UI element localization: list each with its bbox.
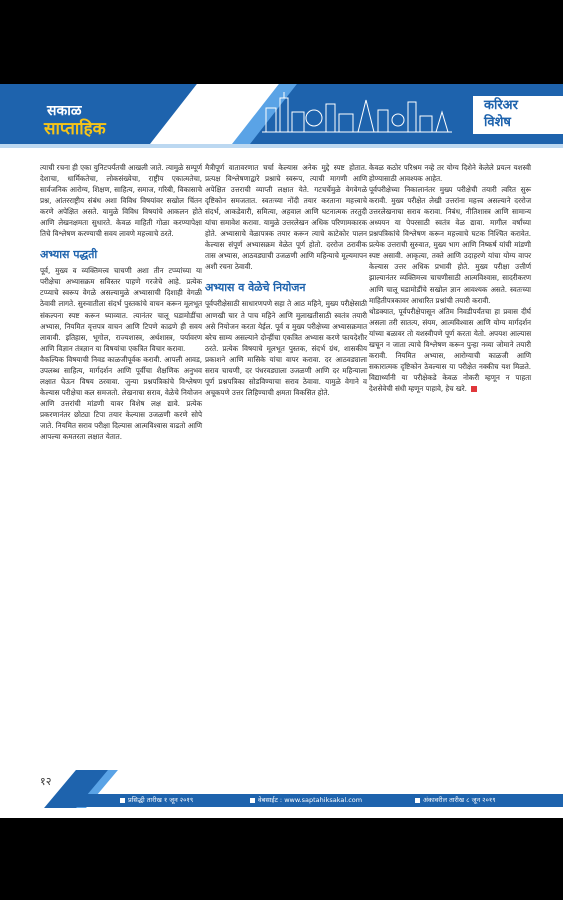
brand-name-top: सकाळ [47, 103, 82, 119]
footer-website-text[interactable]: वेबसाईट : www.saptahiksakal.com [258, 796, 363, 804]
article-column-3 [369, 162, 531, 394]
bullet-square-icon [415, 798, 420, 803]
header-stripe [0, 144, 563, 148]
paragraph [369, 306, 531, 394]
footer-publish-date-text: प्रसिद्धी तारीख १ जून २०१९ [128, 796, 194, 804]
magazine-page [0, 84, 563, 818]
paragraph: पूर्वपरीक्षेच्या निकालानंतर मुख्य परीक्षेची तयारी त्वरित सुरू करावी. मुख्य परीक्षेत लेखी उत्तरांना महत्त्व असल्याने दररोज उत्तरलेखनाचा सराव करावा. निबंध, नीतिशास्त्र आणि सामान्य अध्ययन या पेपरसाठी स्वतंत्र वेळ द्यावा. मागील वर्षांच्या प्रश्नपत्रिकांचे विश्लेषण करून महत्त्वाचे घटक निश्चित करावेत. प्रत्येक उत्तराची सुरुवात, मुख्य भाग आणि निष्कर्ष यांची मांडणी स्पष्ट असावी. आकृत्या, तक्ते आणि उदाहरणे यांचा योग्य वापर केल्यास उत्तर अधिक प्रभावी होते. मुख्य परीक्षा उत्तीर्ण झाल्यानंतर व्यक्तिमत्त्व चाचणीसाठी आत्मविश्वास, सादरीकरण आणि चालू घडामोडींचे सखोल ज्ञान आवश्यक असते. स्वतःच्या माहितीपत्रकावर आधारित प्रश्नांची तयारी करावी. [369, 185, 531, 305]
section-heading: अभ्यास व वेळेचे नियोजन [205, 281, 306, 295]
paragraph: वैकल्पिक विषयाची निवड काळजीपूर्वक करावी. आपली आवड, उपलब्ध साहित्य, मार्गदर्शन आणि पूर्वीचा शैक्षणिक अनुभव लक्षात घेऊन विषय ठरवावा. जुन्या प्रश्नपत्रिकांचे विश्लेषण केल्यास परीक्षेचा कल समजतो. लेखनाचा सराव, वेळेचे नियोजन आणि उत्तरांची मांडणी यावर विशेष लक्ष द्यावे. प्रत्येक प्रकरणानंतर छोट्या टिपा तयार केल्यास उजळणी करणे सोपे जाते. नियमित सराव परीक्षा दिल्यास आत्मविश्वास वाढतो आणि आपल्या कमतरता लक्षात येतात. [40, 354, 202, 442]
end-of-article-icon [471, 386, 477, 392]
paragraph: पूर्वपरीक्षेसाठी साधारणपणे सहा ते आठ महिने, मुख्य परीक्षेसाठी आणखी चार ते पाच महिने आणि मुलाखतीसाठी स्वतंत्र तयारी असे नियोजन करता येईल. पूर्व व मुख्य परीक्षेच्या अभ्यासक्रमात बरेच साम्य असल्याने दोन्हींचा एकत्रित अभ्यास करणे फायदेशीर ठरते. प्रत्येक विषयाचे मूलभूत पुस्तक, संदर्भ ग्रंथ, शासकीय प्रकाशने आणि मासिके यांचा वापर करावा. दर आठवड्याला सराव चाचणी, दर पंधरवड्याला उजळणी आणि दर महिन्याला पूर्ण प्रश्नपत्रिका सोडविण्याचा सराव ठेवावा. यामुळे वेगाने व अचूकपणे उत्तर लिहिण्याची क्षमता विकसित होते. [205, 299, 367, 397]
footer-issue-date [415, 795, 496, 806]
brand-name-main: साप्ताहिक [44, 119, 106, 139]
page-number: १२ [40, 775, 52, 788]
globe-icon [250, 798, 255, 803]
section-label-line1: करिअर [484, 98, 518, 113]
footer-website [250, 795, 362, 806]
article-column-2 [205, 162, 367, 398]
page-header [0, 84, 563, 148]
section-label-line2: विशेष [484, 115, 511, 130]
paragraph-text: थोडक्यात, पूर्वपरीक्षेपासून अंतिम निवडीपर्यंतचा हा प्रवास दीर्घ असला तरी सातत्य, संयम, आत्मविश्वास आणि योग्य मार्गदर्शन यांच्या बळावर तो यशस्वीपणे पूर्ण करता येतो. अपयश आल्यास खचून न जाता त्याचे विश्लेषण करून पुन्हा नव्या जोमाने तयारी करावी. नियमित अभ्यास, आरोग्याची काळजी आणि सकारात्मक दृष्टिकोन ठेवल्यास या परीक्षेत नक्कीच यश मिळते. विद्यार्थ्यांनी या परीक्षेकडे केवळ नोकरी म्हणून न पाहता देशसेवेची संधी म्हणून पाहावे, हेच खरे. [369, 306, 531, 393]
paragraph: मैत्रीपूर्ण वातावरणात चर्चा केल्यास अनेक मुद्दे स्पष्ट होतात. प्रत्यक्ष विश्लेषणाद्वारे प्रश्नाचे स्वरूप, त्याची मागणी आणि अपेक्षित उत्तराची व्याप्ती लक्षात येते. गटचर्चेमुळे वेगवेगळे दृष्टिकोन समजतात. स्वतःच्या नोंदी तयार करताना महत्त्वाचे संदर्भ, आकडेवारी, समित्या, अहवाल आणि घटनात्मक तरतुदी यांचा समावेश करावा. यामुळे उत्तरलेखन अधिक परिणामकारक होते. अभ्यासाचे वेळापत्रक तयार करून त्याचे काटेकोर पालन केल्यास संपूर्ण अभ्यासक्रम वेळेत पूर्ण होतो. दररोज ठरावीक तास अभ्यास, आठवड्याची उजळणी आणि महिन्याचे मूल्यमापन अशी रचना ठेवावी. [205, 163, 367, 272]
section-heading: अभ्यास पद्धती [40, 248, 98, 262]
city-skyline-icon [262, 90, 452, 134]
paragraph: पूर्व, मुख्य व व्यक्तिमत्त्व चाचणी अशा तीन टप्प्यांच्या या परीक्षेचा अभ्यासक्रम सविस्तर पाहणे गरजेचे आहे. प्रत्येक टप्प्याचे स्वरूप वेगळे असल्यामुळे अभ्यासाची दिशाही वेगळी ठेवावी लागते. सुरुवातीला संदर्भ पुस्तकांचे वाचन करून मूलभूत संकल्पना स्पष्ट करून घ्याव्यात. त्यानंतर चालू घडामोडींचा अभ्यास, नियमित वृत्तपत्र वाचन आणि टिपणे काढणे ही सवय लावावी. इतिहास, भूगोल, राज्यशास्त्र, अर्थशास्त्र, पर्यावरण आणि विज्ञान तंत्रज्ञान या विषयांचा एकत्रित विचार करावा. [40, 266, 202, 353]
paragraph: त्याची रचना ही एका युनिटपर्यंतची आखली जाते. त्यामुळे सम्पूर्ण देशाचा, धार्मिकतेचा, लोकसंख्येचा, राष्ट्रीय एकात्मतेचा, सार्वजनिक आरोग्य, शिक्षण, साहित्य, समाज, गरिबी, विकासाचे प्रश्न, आंतरराष्ट्रीय संबंध अशा विविध विषयांवर सखोल चिंतन करणे अपेक्षित असते. यामुळे विविध विषयांचे आकलन होते आणि लेखनक्षमता सुधारते. केवळ माहिती गोळा करण्यापेक्षा तिचे विश्लेषण करण्याची सवय लावणे महत्त्वाचे ठरते. [40, 163, 202, 239]
article-column-1 [40, 162, 202, 442]
paragraph: केवळ कठोर परिश्रम नव्हे तर योग्य दिशेने केलेले प्रयत्न यशस्वी होण्यासाठी आवश्यक आहेत. [369, 163, 531, 184]
footer-publish-date [120, 795, 193, 806]
bullet-square-icon [120, 798, 125, 803]
footer-issue-date-text: अंकावरील तारीख ८ जून २०१९ [423, 796, 496, 804]
